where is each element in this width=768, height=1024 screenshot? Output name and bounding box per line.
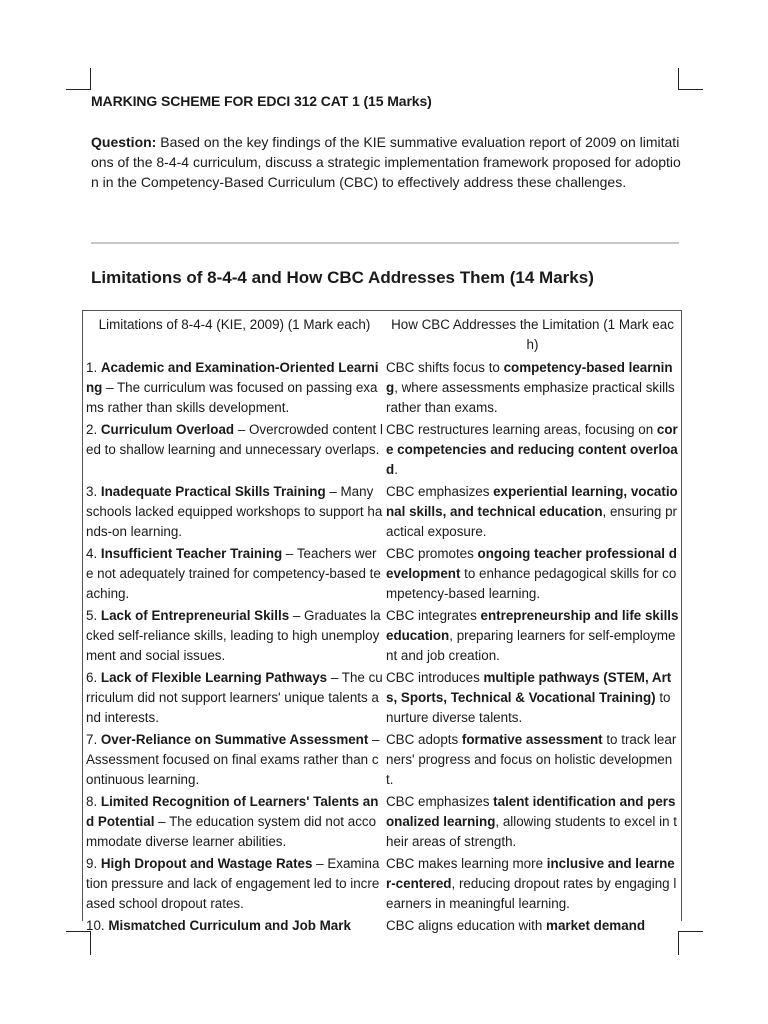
table-row	[83, 420, 679, 482]
table-row	[83, 482, 679, 544]
limitation-title: Lack of Entrepreneurial Skills	[100, 608, 290, 623]
cbc-response-lead: CBC makes learning more	[386, 856, 547, 871]
crop-mark-top-right	[678, 68, 679, 90]
cbc-response-lead: CBC integrates	[386, 608, 481, 623]
section-heading: Limitations of 8-4-4 and How CBC Addresses Them (14 Marks)	[91, 268, 594, 287]
cbc-response-cell	[383, 420, 679, 482]
limitation-description: – Graduates lacked self-reliance skills, leading to high unemployment and social issues.	[86, 608, 381, 663]
table-row	[83, 668, 679, 730]
limitation-number: 9.	[86, 856, 101, 871]
limitation-title: Curriculum Overload	[100, 422, 235, 437]
cbc-response-detail: to track learners' progress and focus on holistic development.	[386, 732, 677, 787]
limitation-description: – The curriculum did not support learners' unique talents and interests.	[86, 670, 383, 725]
cbc-response-lead: CBC restructures learning areas, focusing on	[386, 422, 657, 437]
cbc-response-detail: , preparing learners for self-employment and job creation.	[386, 628, 676, 663]
table-row	[83, 792, 679, 854]
limitation-cell	[83, 420, 383, 482]
cbc-response-cell	[383, 668, 679, 730]
table-header-row	[83, 311, 679, 358]
limitation-description: – The education system did not accommodate diverse learner abilities.	[86, 814, 377, 849]
cbc-response-key-term: formative assessment	[461, 732, 603, 747]
limitation-title: High Dropout and Wastage Rates	[100, 856, 313, 871]
limitation-number: 7.	[86, 732, 101, 747]
limitation-number: 5.	[86, 608, 101, 623]
cbc-response-cell	[383, 730, 679, 792]
limitation-number: 3.	[86, 484, 101, 499]
limitation-description: – Teachers were not adequately trained for competency-based teaching.	[86, 546, 381, 601]
limitation-title: Mismatched Curriculum and Job Mark	[108, 918, 351, 933]
cbc-response-cell	[383, 544, 679, 606]
limitation-cell	[83, 792, 383, 854]
cbc-response-cell	[383, 792, 679, 854]
limitation-title: Inadequate Practical Skills Training	[100, 484, 326, 499]
limitation-title: Academic and Examination-Oriented Learning	[86, 360, 379, 395]
horizontal-rule	[91, 242, 679, 244]
table-row	[83, 854, 679, 916]
limitation-title: Lack of Flexible Learning Pathways	[100, 670, 328, 685]
table-row	[83, 544, 679, 606]
limitation-description: – Many schools lacked equipped workshops to support hands-on learning.	[86, 484, 383, 539]
limitation-cell	[83, 854, 383, 916]
cbc-response-detail: , ensuring practical exposure.	[386, 504, 677, 539]
document-title: MARKING SCHEME FOR EDCI 312 CAT 1 (15 Marks)	[91, 93, 432, 109]
cbc-response-key-term: core competencies and reducing content overload	[386, 422, 678, 477]
cbc-response-cell	[383, 916, 679, 938]
table-row	[83, 730, 679, 792]
limitation-cell	[83, 544, 383, 606]
cbc-response-cell	[383, 358, 679, 420]
limitation-number: 6.	[86, 670, 101, 685]
cbc-response-lead: CBC adopts	[386, 732, 462, 747]
limitation-number: 2.	[86, 422, 101, 437]
question-text: Based on the key findings of the KIE summative evaluation report of 2009 on limitations of the 8-4-4 curriculum, discuss a strategic implementation framework proposed for adoption in the Competency-Based Curriculum (CBC) to effectively address these challenges.	[91, 134, 681, 190]
cbc-response-key-term: ongoing teacher professional development	[386, 546, 677, 581]
column-header-cbc: How CBC Addresses the Limitation (1 Mark each)	[391, 317, 674, 352]
cbc-response-key-term: experiential learning, vocational skills, and technical education	[386, 484, 678, 519]
question-label: Question:	[91, 134, 157, 150]
limitation-description: – Assessment focused on final exams rather than continuous learning.	[86, 732, 380, 787]
cbc-response-detail: .	[394, 462, 398, 477]
cbc-response-key-term: talent identification and personalized learning	[386, 794, 676, 829]
cbc-response-key-term: multiple pathways (STEM, Arts, Sports, Technical & Vocational Training)	[386, 670, 672, 705]
limitation-description: – The curriculum was focused on passing exams rather than skills development.	[86, 380, 378, 415]
cbc-response-key-term: entrepreneurship and life skills education	[386, 608, 679, 643]
crop-mark-top-left	[66, 89, 91, 90]
cbc-response-lead: CBC introduces	[386, 670, 484, 685]
limitation-cell	[83, 668, 383, 730]
limitation-cell	[83, 482, 383, 544]
limitation-title: Limited Recognition of Learners' Talents and Potential	[86, 794, 379, 829]
limitation-cell	[83, 916, 383, 938]
cbc-response-detail: , reducing dropout rates by engaging learners in meaningful learning.	[386, 876, 677, 911]
cbc-response-detail: , allowing students to excel in their areas of strength.	[386, 814, 677, 849]
cbc-response-key-term: market demand	[546, 918, 646, 933]
cbc-response-lead: CBC emphasizes	[386, 484, 494, 499]
limitation-number: 1.	[86, 360, 101, 375]
limitation-description: – Overcrowded content led to shallow learning and unnecessary overlaps.	[86, 422, 383, 457]
table-row	[83, 606, 679, 668]
limitation-cell	[83, 358, 383, 420]
limitation-title: Insufficient Teacher Training	[100, 546, 283, 561]
marking-table-container	[82, 310, 682, 933]
table-row	[83, 358, 679, 420]
limitation-number: 4.	[86, 546, 101, 561]
cbc-response-lead: CBC promotes	[386, 546, 478, 561]
column-header-limitations: Limitations of 8-4-4 (KIE, 2009) (1 Mark each)	[98, 317, 371, 332]
limitation-title: Over-Reliance on Summative Assessment	[100, 732, 369, 747]
cbc-response-detail: , where assessments emphasize practical skills rather than exams.	[386, 380, 675, 415]
crop-mark-top-left	[90, 68, 91, 90]
limitation-cell	[83, 730, 383, 792]
limitation-cell	[83, 606, 383, 668]
crop-mark-top-right	[678, 89, 703, 90]
cbc-response-lead: CBC emphasizes	[386, 794, 494, 809]
cbc-response-lead: CBC shifts focus to	[386, 360, 504, 375]
question-paragraph	[91, 132, 681, 192]
table-body	[83, 358, 679, 938]
cbc-response-detail: to nurture diverse talents.	[386, 690, 671, 725]
crop-mark-bottom-right	[678, 931, 703, 932]
cbc-response-key-term: competency-based learning	[386, 360, 673, 395]
cbc-response-lead: CBC aligns education with	[386, 918, 547, 933]
limitation-number: 10.	[86, 918, 109, 933]
marking-table	[83, 311, 679, 938]
limitation-number: 8.	[86, 794, 101, 809]
cbc-response-cell	[383, 606, 679, 668]
cbc-response-cell	[383, 482, 679, 544]
limitation-description: – Examination pressure and lack of engagement led to increased school dropout rates.	[86, 856, 380, 911]
table-row	[83, 916, 679, 938]
cbc-response-detail: to enhance pedagogical skills for competency-based learning.	[386, 566, 677, 601]
cbc-response-key-term: inclusive and learner-centered	[386, 856, 675, 891]
cbc-response-cell	[383, 854, 679, 916]
